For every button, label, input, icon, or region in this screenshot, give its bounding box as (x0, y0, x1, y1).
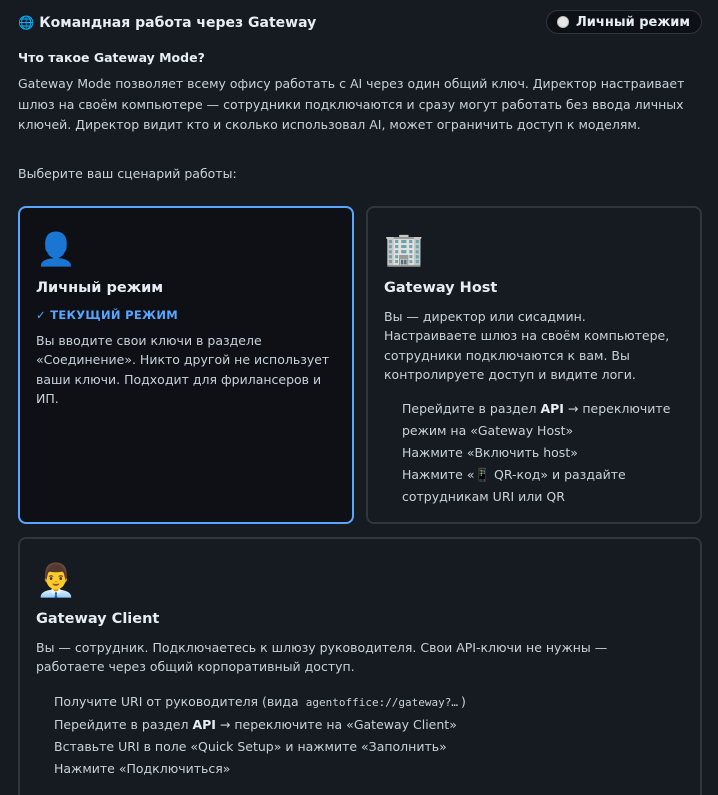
globe-icon: 🌐 (18, 16, 35, 31)
page-title-text: Командная работа через Gateway (39, 15, 317, 31)
client-steps-list (54, 691, 674, 780)
list-item: Перейдите в раздел API → переключите на «Gateway Client» (54, 717, 457, 732)
list-item: Перейдите в раздел API → переключите режим на «Gateway Host» (402, 401, 671, 438)
card-description: Вы — сотрудник. Подключаетесь к шлюзу руководителя. Свои API-ключи не нужны — работаете через общий корпоративный доступ. (36, 640, 608, 675)
intro-text: Gateway Mode позволяет всему офису работать с AI через один общий ключ. Директор настраивает шлюз на своём компьютере — сотрудники подключаются и сразу могут работать без ввода личных ключей. Директор видит кто и сколько использовал AI, может ограничить доступ к моделям. (18, 76, 685, 132)
office-building-icon: 🏢 (384, 230, 424, 268)
header (18, 12, 702, 34)
uri-example-code: agentoffice://gateway?… (305, 696, 459, 709)
card-description: Вы вводите свои ключи в разделе «Соединение». Никто другой не использует ваши ключи. Подходит для фрилансеров и ИП. (36, 333, 330, 406)
businessman-icon: 👨‍💼 (36, 561, 76, 599)
current-mode-badge: ✓ ТЕКУЩИЙ РЕЖИМ (36, 308, 179, 322)
host-steps-list (402, 398, 692, 508)
card-title: Gateway Client (36, 611, 160, 627)
list-item: Получите URI от руководителя (вида agentoffice://gateway?… ) (54, 694, 466, 709)
mode-indicator-icon (557, 16, 569, 28)
list-item: Вставьте URI в поле «Quick Setup» и нажмите «Заполнить» (54, 739, 447, 754)
scenario-prompt: Выберите ваш сценарий работы: (18, 166, 237, 181)
card-description: Вы — директор или сисадмин. Настраиваете шлюз на своём компьютере, сотрудники подключаются к вам. Вы контролируете доступ и видите логи. (384, 309, 670, 382)
card-gateway-client[interactable] (18, 537, 702, 795)
list-item: Нажмите «📱 QR-код» и раздайте сотрудникам URI или QR (402, 467, 626, 504)
intro-subtitle: Что такое Gateway Mode? (18, 50, 205, 65)
list-item: Нажмите «Включить host» (402, 445, 578, 460)
card-title: Личный режим (36, 280, 164, 296)
card-gateway-host[interactable] (366, 206, 702, 524)
mode-toggle-label: Личный режим (576, 14, 690, 30)
card-personal-mode[interactable] (18, 206, 354, 524)
user-icon: 👤 (36, 230, 76, 268)
list-item: Нажмите «Подключиться» (54, 761, 231, 776)
card-title: Gateway Host (384, 280, 498, 296)
mode-toggle-button[interactable] (546, 10, 702, 34)
page-title (18, 12, 316, 35)
